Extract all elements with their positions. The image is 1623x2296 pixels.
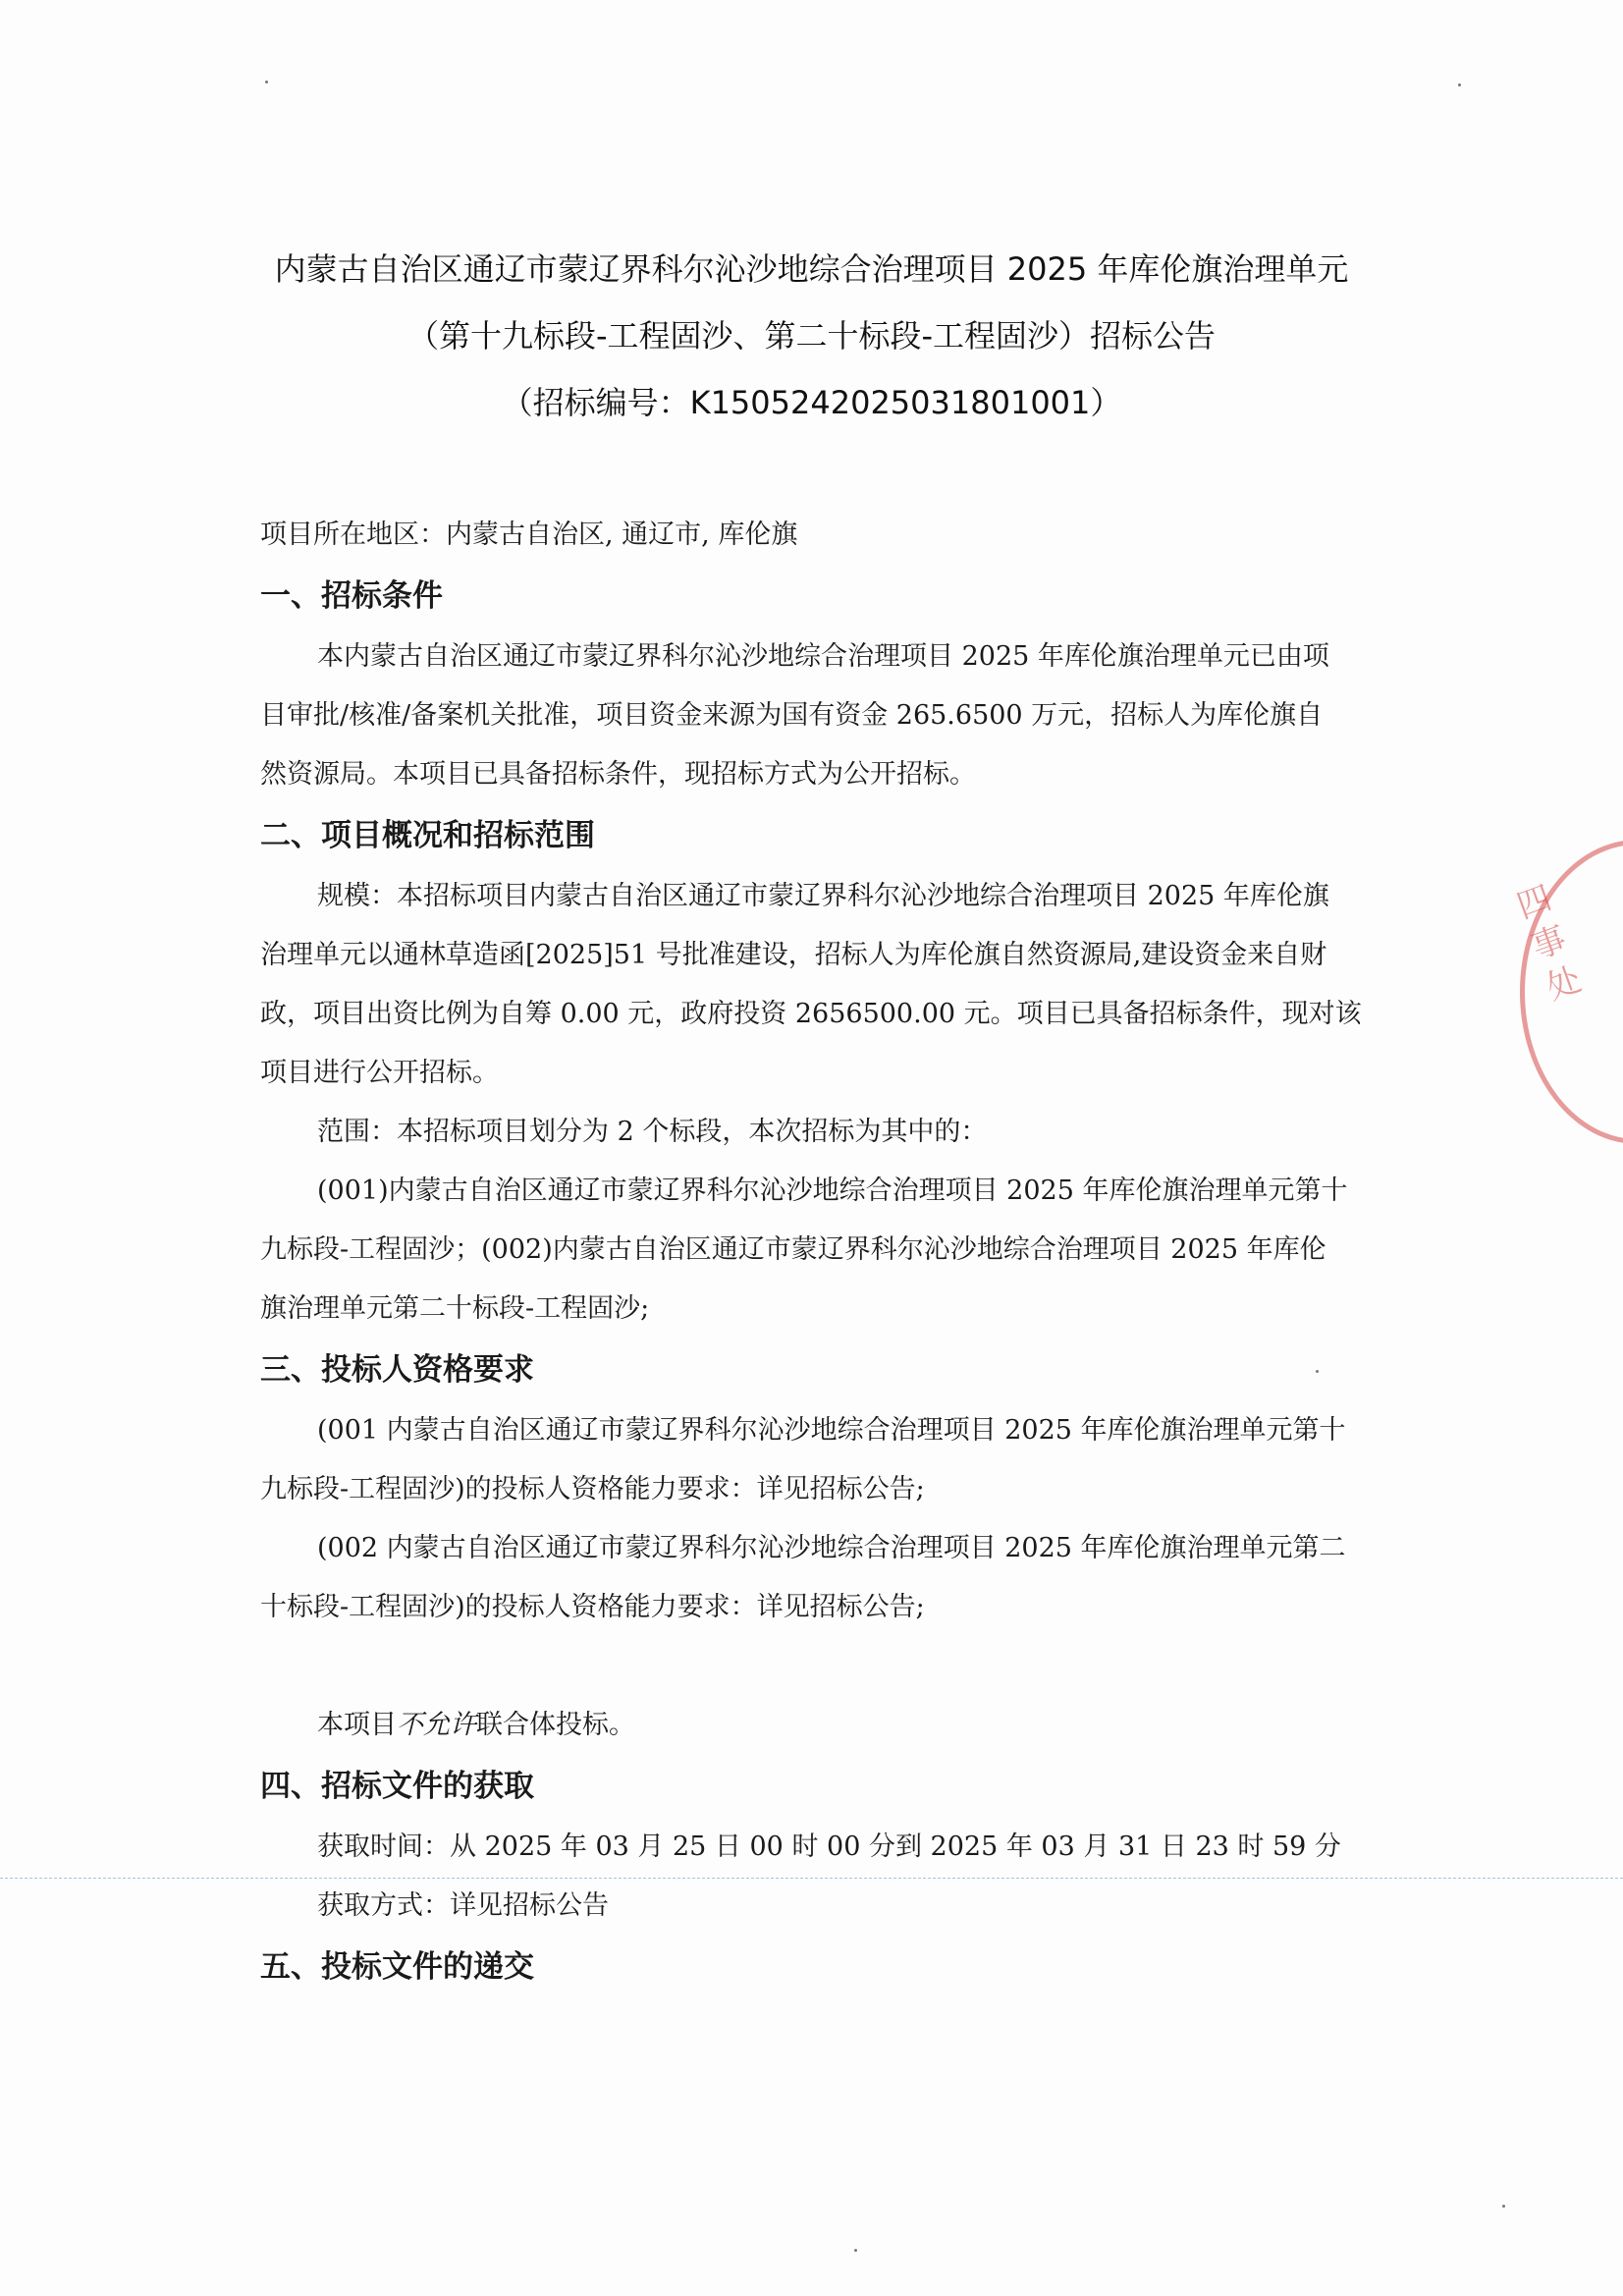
title-line-1: 内蒙古自治区通辽市蒙辽界科尔沁沙地综合治理项目 2025 年库伦旗治理单元 — [274, 250, 1349, 288]
section-2-lot-line: 九标段-工程固沙；(002)内蒙古自治区通辽市蒙辽界科尔沁沙地综合治理项目 2025 年库伦 — [260, 1234, 1326, 1265]
consortium-suffix: 联合体投标。 — [476, 1710, 635, 1740]
scan-speck — [265, 81, 268, 83]
section-2-lot-line: 旗治理单元第二十标段-工程固沙; — [260, 1293, 650, 1324]
consortium-not-allowed: 不允许 — [397, 1710, 476, 1740]
section-3-line: 九标段-工程固沙)的投标人资格能力要求：详见招标公告; — [260, 1474, 925, 1504]
section-1-line: 然资源局。本项目已具备招标条件，现招标方式为公开招标。 — [260, 759, 976, 790]
consortium-prefix: 本项目 — [317, 1710, 397, 1740]
section-2-scale-line: 项目进行公开招标。 — [260, 1058, 499, 1088]
document-body — [260, 506, 1360, 1998]
scan-speck — [854, 2249, 857, 2252]
section-3-heading: 三、投标人资格要求 — [260, 1352, 534, 1388]
scan-artifact-line — [0, 1878, 1623, 1879]
scan-speck — [1502, 2205, 1505, 2208]
section-2-scale-line: 治理单元以通林草造函[2025]51 号批准建设，招标人为库伦旗自然资源局,建设资金来自财 — [260, 940, 1327, 970]
section-1-line: 本内蒙古自治区通辽市蒙辽界科尔沁沙地综合治理项目 2025 年库伦旗治理单元已由项 — [317, 641, 1329, 672]
section-2-scale-line: 规模：本招标项目内蒙古自治区通辽市蒙辽界科尔沁沙地综合治理项目 2025 年库伦旗 — [317, 881, 1329, 911]
consortium-statement — [260, 1696, 1360, 1755]
project-location: 项目所在地区：内蒙古自治区, 通辽市, 库伦旗 — [260, 519, 798, 550]
title-line-3: （招标编号：K1505242025031801001） — [501, 384, 1122, 421]
section-2-lot-line: (001)内蒙古自治区通辽市蒙辽界科尔沁沙地综合治理项目 2025 年库伦旗治理单元第十 — [317, 1175, 1348, 1206]
scan-speck — [1458, 83, 1461, 86]
section-5-heading: 五、投标文件的递交 — [260, 1949, 534, 1985]
official-seal-text: 四 事 处 — [1511, 878, 1587, 1009]
document-title — [196, 236, 1427, 436]
section-1-heading: 一、招标条件 — [260, 578, 443, 614]
acquisition-time: 获取时间：从 2025 年 03 月 25 日 00 时 00 分到 2025 年 03 月 31 日 23 时 59 分 — [317, 1831, 1341, 1862]
section-2-scale-line: 政，项目出资比例为自筹 0.00 元，政府投资 2656500.00 元。项目已具备招标条件，现对该 — [260, 999, 1362, 1029]
section-4-heading: 四、招标文件的获取 — [260, 1769, 534, 1804]
section-3-line: 十标段-工程固沙)的投标人资格能力要求：详见招标公告; — [260, 1592, 925, 1622]
section-2-scope-line: 范围：本招标项目划分为 2 个标段，本次招标为其中的： — [317, 1117, 988, 1147]
section-1-line: 目审批/核准/备案机关批准，项目资金来源为国有资金 265.6500 万元，招标人为库伦旗自 — [260, 700, 1324, 731]
title-line-2: （第十九标段-工程固沙、第二十标段-工程固沙）招标公告 — [406, 317, 1217, 355]
section-3-line: (002 内蒙古自治区通辽市蒙辽界科尔沁沙地综合治理项目 2025 年库伦旗治理单元第二 — [317, 1533, 1346, 1563]
section-2-heading: 二、项目概况和招标范围 — [260, 818, 595, 853]
section-3-line: (001 内蒙古自治区通辽市蒙辽界科尔沁沙地综合治理项目 2025 年库伦旗治理单元第十 — [317, 1415, 1346, 1446]
scan-speck — [1316, 1370, 1319, 1373]
acquisition-method: 获取方式：详见招标公告 — [317, 1890, 609, 1921]
paragraph-gap — [260, 1637, 1360, 1696]
